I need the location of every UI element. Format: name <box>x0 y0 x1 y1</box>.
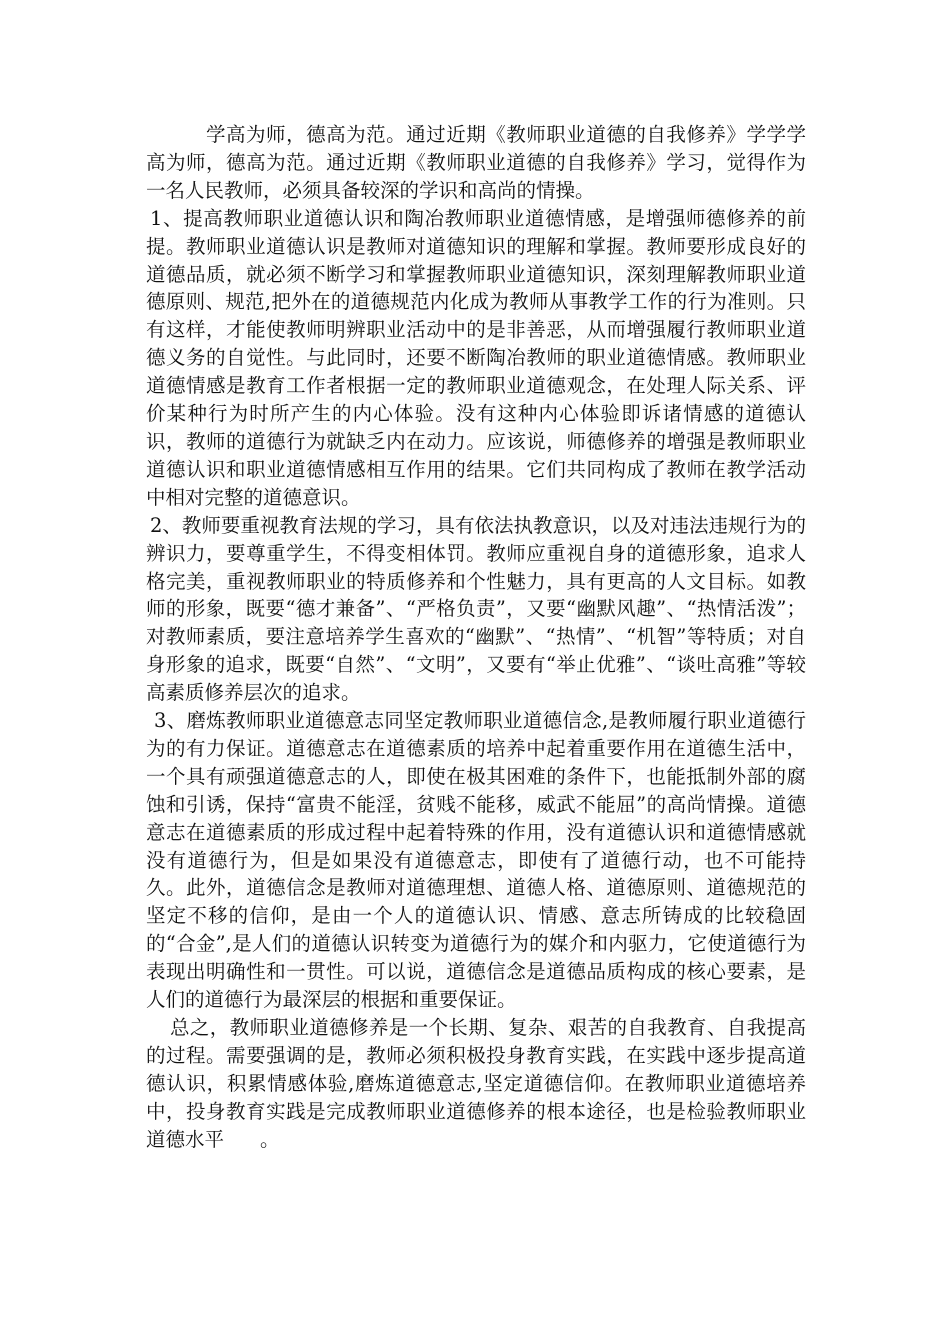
intro-paragraph: 学高为师，德高为范。通过近期《教师职业道德的自我修养》学学学高为师，德高为范。通过近期《教师职业道德的自我修养》学习，觉得作为一名人民教师，必须具备较深的学识和高尚的情操。 <box>146 123 806 202</box>
paragraph-2: 2、教师要重视教育法规的学习，具有依法执教意识，以及对违法违规行为的辨识力，要尊重学生，不得变相体罚。教师应重视自身的道德形象，追求人格完美，重视教师职业的特质修养和个性魅力，具有更高的人文目标。如教师的形象，既要“德才兼备”、“严格负责”，又要“幽默风趣”、“热情活泼”；对教师素质，要注意培养学生喜欢的“幽默”、“热情”、“机智”等特质；对自身形象的追求，既要“自然”、“文明”，又要有“举止优雅”、“谈吐高雅”等较高素质修养层次的追求。 <box>146 513 806 705</box>
paragraph-3: 3、磨炼教师职业道德意志同坚定教师职业道德信念,是教师履行职业道德行为的有力保证。道德意志在道德素质的培养中起着重要作用在道德生活中，一个具有顽强道德意志的人，即使在极其困难的条件下，也能抵制外部的腐蚀和引诱，保持“富贵不能淫，贫贱不能移，威武不能屈”的高尚情操。道德意志在道德素质的形成过程中起着特殊的作用，没有道德认识和道德情感就没有道德行为，但是如果没有道德意志，即使有了道德行动，也不可能持久。此外，道德信念是教师对道德理想、道德人格、道德原则、道德规范的坚定不移的信仰，是由一个人的道德认识、情感、意志所铸成的比较稳固的“合金”,是人们的道德认识转变为道德行为的媒介和内驱力，它使道德行为表现出明确性和一贯性。可以说，道德信念是道德品质构成的核心要素，是人们的道德行为最深层的根据和重要保证。 <box>146 709 806 1012</box>
document-page <box>146 121 806 1154</box>
paragraph-4-text: 总之，教师职业道德修养是一个长期、复杂、艰苦的自我教育、自我提高的过程。需要强调的是，教师必须积极投身教育实践，在实践中逐步提高道德认识，积累情感体验,磨炼道德意志,坚定道德信仰。在教师职业道德培养中，投身教育实践是完成教师职业道德修养的根本途径，也是检验教师职业道德水平 <box>146 1016 806 1151</box>
paragraph-4-end: 。 <box>260 1127 280 1151</box>
paragraph-1: 1、提高教师职业道德认识和陶冶教师职业道德情感，是增强师德修养的前提。教师职业道德认识是教师对道德知识的理解和掌握。教师要形成良好的道德品质，就必须不断学习和掌握教师职业道德知识，深刻理解教师职业道德原则、规范,把外在的道德规范内化成为教师从事教学工作的行为准则。只有这样，才能使教师明辨职业活动中的是非善恶，从而增强履行教师职业道德义务的自觉性。与此同时，还要不断陶冶教师的职业道德情感。教师职业道德情感是教育工作者根据一定的教师职业道德观念，在处理人际关系、评价某种行为时所产生的内心体验。没有这种内心体验即诉诸情感的道德认识，教师的道德行为就缺乏内在动力。应该说，师德修养的增强是教师职业道德认识和职业道德情感相互作用的结果。它们共同构成了教师在教学活动中相对完整的道德意识。 <box>146 206 806 509</box>
paragraph-4 <box>146 1014 806 1154</box>
